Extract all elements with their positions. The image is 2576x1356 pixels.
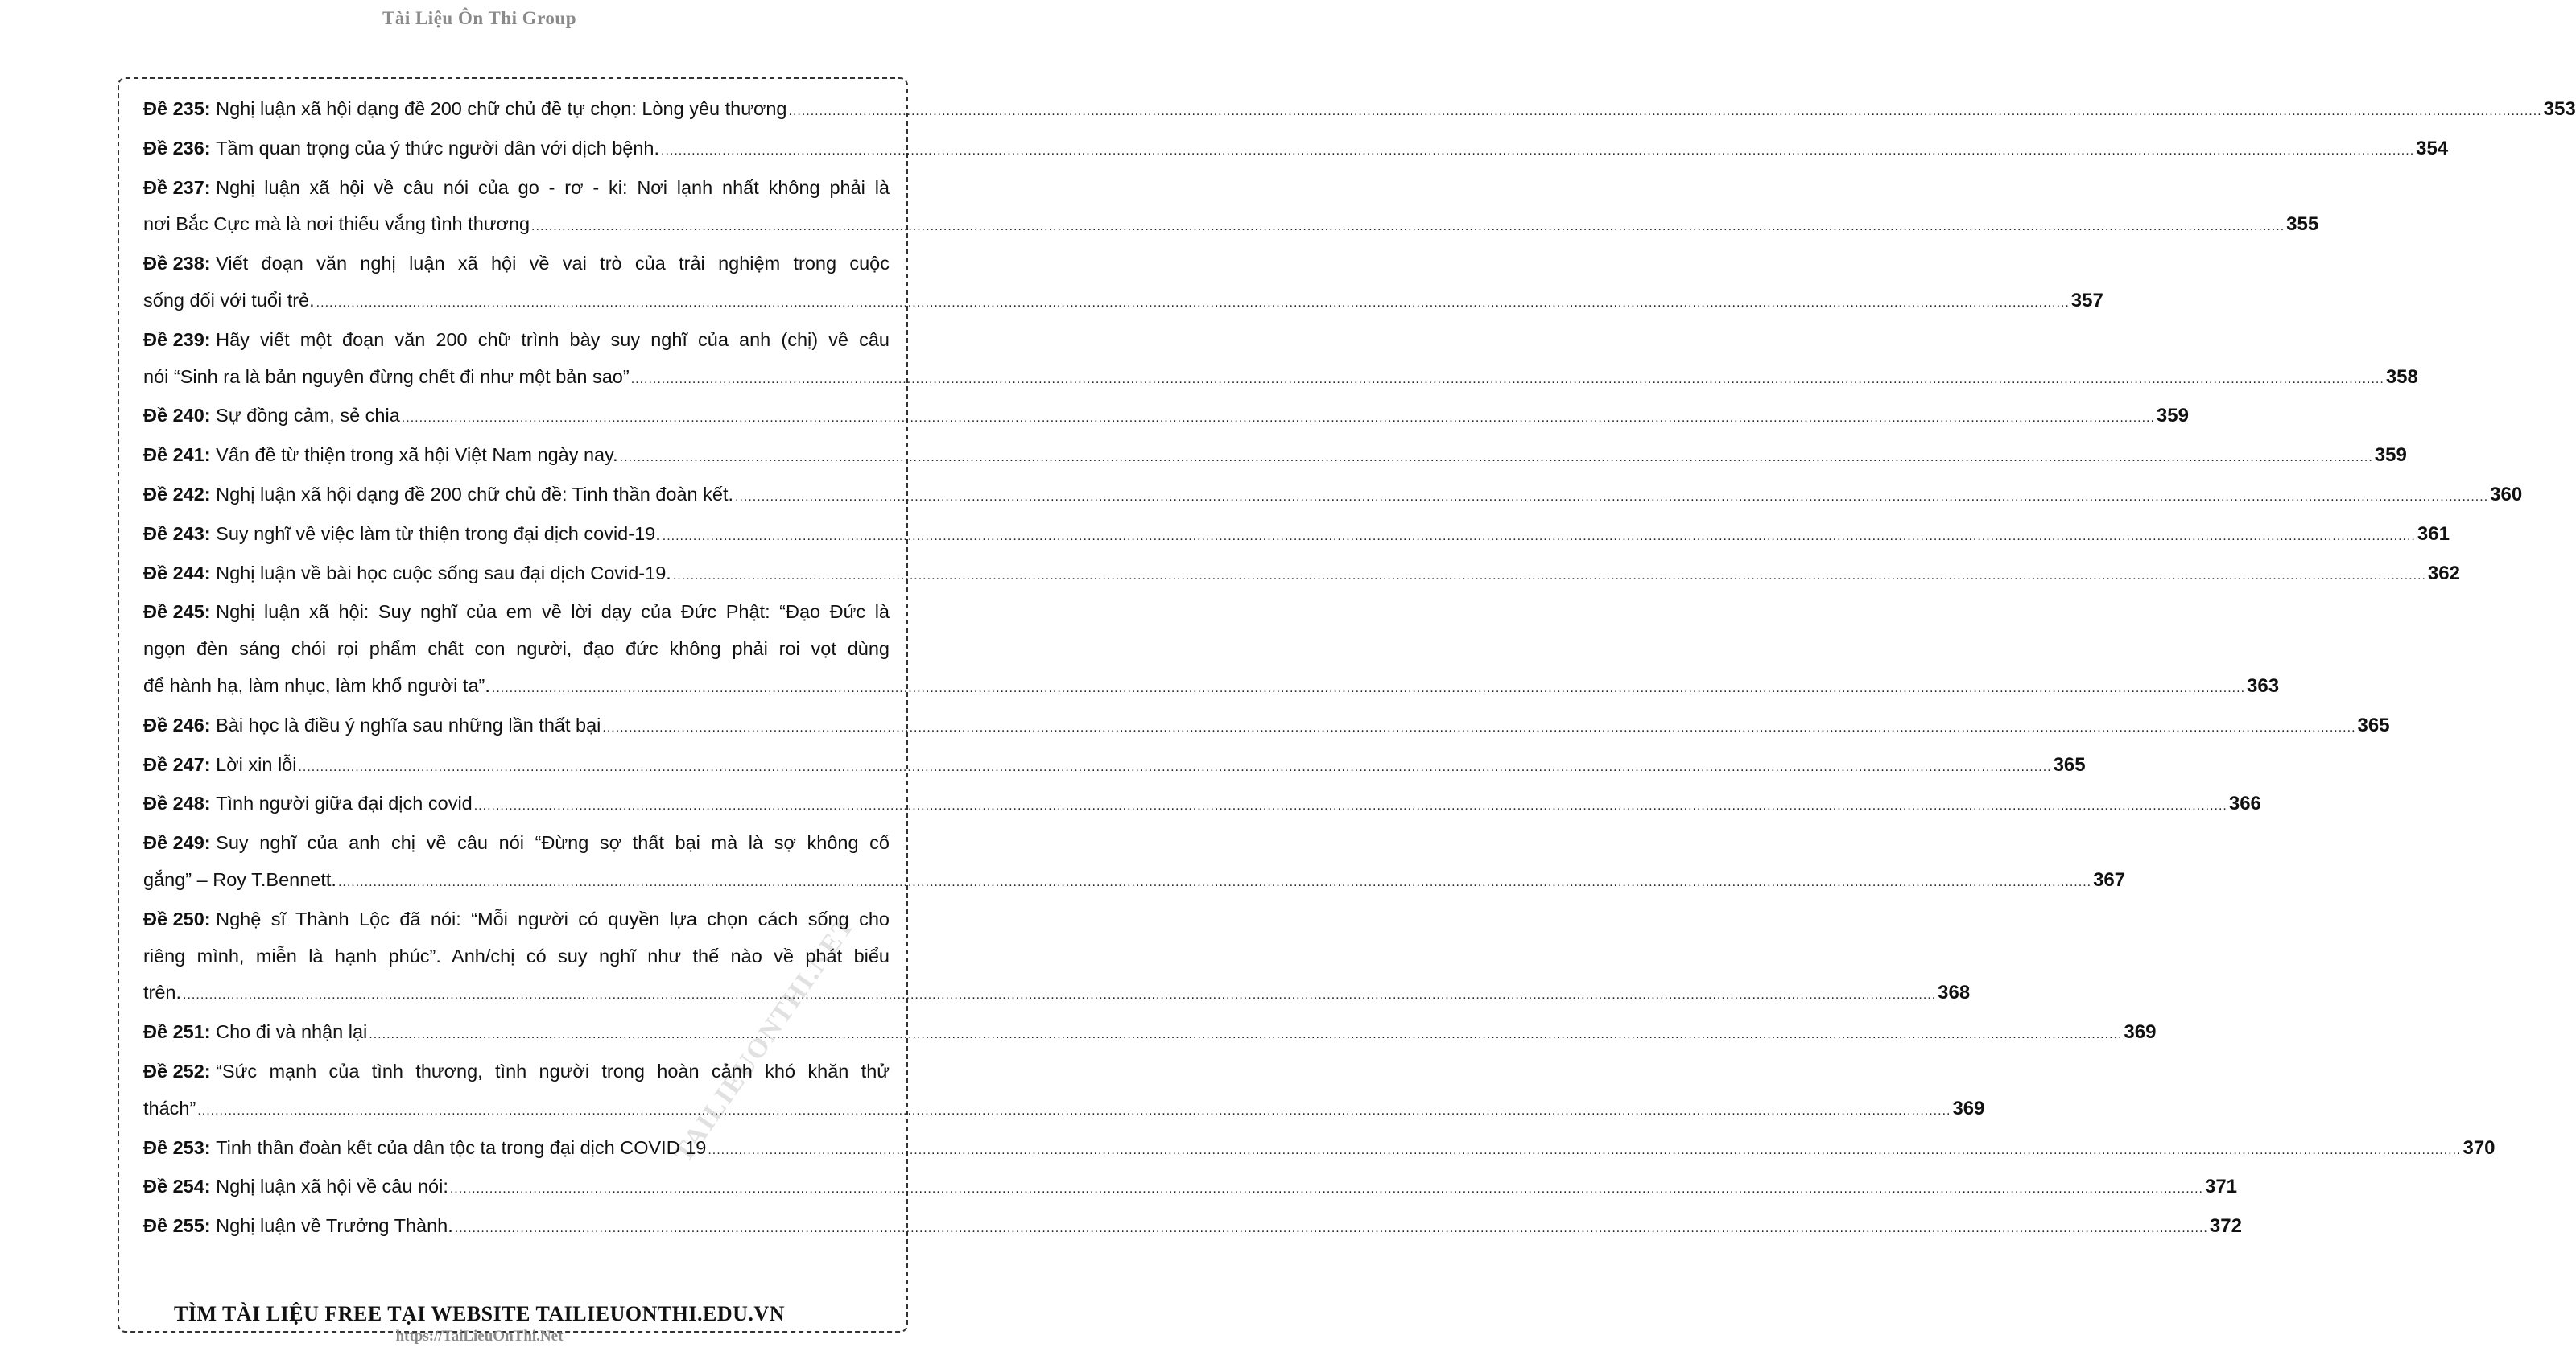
toc-entry[interactable] <box>143 1014 2157 1053</box>
toc-entry-number: Đề 236: <box>143 137 211 159</box>
toc-entry-title: Vấn đề từ thiện trong xã hội Việt Nam ngày nay. <box>216 444 618 466</box>
toc-entry[interactable] <box>143 707 2390 747</box>
toc-entry-title: Nghị luận xã hội về câu nói của go - rơ - ki: Nơi lạnh nhất không phải là <box>216 176 890 198</box>
dot-leader: ................................................................................................................................................................................................................................................................................................................................................................................................................ <box>369 1028 2123 1042</box>
toc-line <box>143 130 2449 170</box>
toc-line <box>143 206 2319 245</box>
toc-line <box>143 668 2280 707</box>
toc-line <box>143 359 2418 398</box>
toc-entry-title: Nghị luận xã hội dạng đề 200 chữ chủ đề tự chọn: Lòng yêu thương <box>216 98 787 119</box>
toc-entry[interactable] <box>143 825 2126 901</box>
toc-page-number: 362 <box>2427 562 2460 584</box>
toc-page-number: 371 <box>2204 1176 2238 1198</box>
dot-leader: ................................................................................................................................................................................................................................................................................................................................................................................................................ <box>197 1103 1951 1118</box>
toc-page-number: 359 <box>2374 444 2407 467</box>
toc-entry-title: Tinh thần đoàn kết của dân tộc ta trong đại dịch COVID 19 <box>216 1136 707 1158</box>
toc-line <box>143 170 890 207</box>
dot-leader: ................................................................................................................................................................................................................................................................................................................................................................................................................ <box>337 875 2092 889</box>
toc-line <box>143 1090 1985 1130</box>
toc-entry-title: Lời xin lỗi <box>216 753 297 775</box>
toc-entry-title: Cho đi và nhận lại <box>216 1021 368 1043</box>
toc-line <box>143 747 2086 786</box>
toc-page-number: 365 <box>2357 714 2390 736</box>
dot-leader: ................................................................................................................................................................................................................................................................................................................................................................................................................ <box>708 1143 2462 1157</box>
toc-entry-title: Suy nghĩ về việc làm từ thiện trong đại dịch covid-19. <box>216 522 661 544</box>
toc-entry-number: Đề 250: <box>143 908 211 929</box>
toc-entry-title: Suy nghĩ của anh chị về câu nói “Đừng sợ thất bại mà là sợ không cố <box>216 832 890 854</box>
toc-entry[interactable] <box>143 555 2460 595</box>
dot-leader: ................................................................................................................................................................................................................................................................................................................................................................................................................ <box>183 988 1937 1003</box>
toc-entry-number: Đề 246: <box>143 714 211 736</box>
dot-leader: ................................................................................................................................................................................................................................................................................................................................................................................................................ <box>449 1182 2203 1197</box>
dot-leader: ................................................................................................................................................................................................................................................................................................................................................................................................................ <box>735 489 2489 504</box>
toc-page-number: 372 <box>2209 1215 2242 1238</box>
toc-entry[interactable] <box>143 785 2261 825</box>
toc-line <box>143 594 890 631</box>
toc-entry[interactable] <box>143 130 2449 170</box>
toc-entry[interactable] <box>143 437 2407 476</box>
toc-line <box>143 975 1971 1014</box>
dot-leader: ................................................................................................................................................................................................................................................................................................................................................................................................................ <box>602 720 2356 735</box>
toc-entry-number: Đề 254: <box>143 1176 211 1197</box>
toc-entry-title: Viết đoạn văn nghị luận xã hội về vai trò của trải nghiệm trong cuộc <box>216 253 890 274</box>
toc-entry[interactable] <box>143 476 2523 516</box>
toc-line <box>143 1014 2157 1053</box>
toc-entry-number: Đề 244: <box>143 562 211 583</box>
dot-leader: ................................................................................................................................................................................................................................................................................................................................................................................................................ <box>491 681 2246 695</box>
toc-entry-title: để hành hạ, làm nhục, làm khổ người ta”. <box>143 674 490 696</box>
toc-entry-number: Đề 241: <box>143 444 211 466</box>
toc-entry-number: Đề 242: <box>143 483 211 505</box>
dot-leader: ................................................................................................................................................................................................................................................................................................................................................................................................................ <box>454 1222 2208 1236</box>
toc-entry[interactable] <box>143 398 2189 437</box>
dot-leader: ................................................................................................................................................................................................................................................................................................................................................................................................................ <box>298 760 2052 774</box>
toc-line <box>143 1208 2242 1247</box>
toc-line <box>143 1053 890 1090</box>
toc-entry-number: Đề 240: <box>143 405 211 427</box>
toc-line <box>143 825 890 862</box>
toc-entry[interactable] <box>143 1053 1985 1130</box>
toc-page-number: 363 <box>2247 674 2280 697</box>
toc-entry-title: Sự đồng cảm, sẻ chia <box>216 405 400 427</box>
toc-line <box>143 437 2407 476</box>
toc-entry-number: Đề 252: <box>143 1060 211 1082</box>
toc-entry-number: Đề 235: <box>143 98 211 119</box>
toc-entry-title: thách” <box>143 1097 196 1119</box>
toc-entry-number: Đề 248: <box>143 793 211 814</box>
toc-entry-title: Nghệ sĩ Thành Lộc đã nói: “Mỗi người có quyền lựa chọn cách sống cho <box>216 908 890 929</box>
toc-entry[interactable] <box>143 91 2576 130</box>
toc-entry-number: Đề 253: <box>143 1136 211 1158</box>
toc-entry-title: ngọn đèn sáng chói rọi phẩm chất con người, đạo đức không phải roi vọt dùng <box>143 638 890 660</box>
toc-line <box>143 282 2103 322</box>
toc-page-number: 370 <box>2462 1136 2496 1159</box>
toc-line <box>143 1168 2238 1208</box>
toc-entry[interactable] <box>143 170 2319 246</box>
toc-entry-number: Đề 251: <box>143 1021 211 1043</box>
toc-entry-title: “Sức mạnh của tình thương, tình người trong hoàn cảnh khó khăn thử <box>216 1060 890 1082</box>
toc-line <box>143 901 890 938</box>
toc-entry-number: Đề 249: <box>143 832 211 854</box>
toc-entry[interactable] <box>143 322 2418 398</box>
toc-page-number: 359 <box>2156 405 2189 427</box>
toc-line <box>143 938 890 975</box>
toc-line <box>143 785 2261 825</box>
toc-line <box>143 476 2523 516</box>
toc-entry[interactable] <box>143 594 2280 707</box>
toc-entry[interactable] <box>143 245 2103 322</box>
toc-page-number: 361 <box>2417 522 2450 545</box>
toc-entry-title: Nghị luận xã hội: Suy nghĩ của em về lời dạy của Đức Phật: “Đạo Đức là <box>216 601 890 623</box>
toc-page-number: 353 <box>2543 98 2576 120</box>
dot-leader: ................................................................................................................................................................................................................................................................................................................................................................................................................ <box>531 220 2285 234</box>
dot-leader: ................................................................................................................................................................................................................................................................................................................................................................................................................ <box>401 411 2155 426</box>
dot-leader: ................................................................................................................................................................................................................................................................................................................................................................................................................ <box>672 568 2426 583</box>
toc-line <box>143 516 2450 555</box>
toc-entry-title: Tầm quan trọng của ý thức người dân với dịch bệnh. <box>216 137 660 159</box>
toc-entry[interactable] <box>143 747 2086 786</box>
watermark: TAILIEUONTHI.NET <box>668 910 861 1168</box>
toc-page-number: 369 <box>2124 1021 2157 1044</box>
toc-entry-number: Đề 238: <box>143 253 211 274</box>
toc-entry[interactable] <box>143 516 2450 555</box>
toc-page-number: 357 <box>2070 289 2103 311</box>
toc-entry[interactable] <box>143 1130 2496 1169</box>
toc-entry-title: Hãy viết một đoạn văn 200 chữ trình bày suy nghĩ của anh (chị) về câu <box>216 328 890 350</box>
toc-line <box>143 631 890 668</box>
toc-entry-title: riêng mình, miễn là hạnh phúc”. Anh/chị có suy nghĩ như thế nào về phát biểu <box>143 945 890 967</box>
toc-page-number: 367 <box>2093 868 2126 891</box>
toc-entry-title: gắng” – Roy T.Bennett. <box>143 868 336 890</box>
toc-line <box>143 1130 2496 1169</box>
toc-entry-title: Bài học là điều ý nghĩa sau những lần thất bại <box>216 714 601 736</box>
dot-leader: ................................................................................................................................................................................................................................................................................................................................................................................................................ <box>630 372 2384 386</box>
toc-line <box>143 707 2390 747</box>
toc-entry-title: sống đối với tuổi trẻ. <box>143 289 315 311</box>
dot-leader: ................................................................................................................................................................................................................................................................................................................................................................................................................ <box>661 143 2415 158</box>
toc-page-number: 360 <box>2490 483 2523 505</box>
dot-leader: ................................................................................................................................................................................................................................................................................................................................................................................................................ <box>316 295 2070 310</box>
toc-line <box>143 555 2460 595</box>
dot-leader: ................................................................................................................................................................................................................................................................................................................................................................................................................ <box>473 799 2227 814</box>
dot-leader: ................................................................................................................................................................................................................................................................................................................................................................................................................ <box>619 451 2373 465</box>
page-header: Tài Liệu Ôn Thi Group <box>382 8 577 28</box>
toc-entry-number: Đề 239: <box>143 328 211 350</box>
toc-entry-title: Nghị luận về bài học cuộc sống sau đại dịch Covid-19. <box>216 562 671 583</box>
toc-entry-title: trên. <box>143 982 182 1004</box>
toc-entry-number: Đề 237: <box>143 176 211 198</box>
toc-entry[interactable] <box>143 901 1971 1014</box>
toc-entry-number: Đề 247: <box>143 753 211 775</box>
toc-entry-title: Nghị luận xã hội về câu nói: <box>216 1176 448 1197</box>
footer-url[interactable]: https://TaiLieuOnThi.Net <box>395 1328 564 1345</box>
toc-page-number: 354 <box>2416 137 2449 159</box>
toc-entry-title: Tình người giữa đại dịch covid <box>216 793 473 814</box>
toc-line <box>143 91 2576 130</box>
toc-entry-title: nơi Bắc Cực mà là nơi thiếu vắng tình thương <box>143 213 530 235</box>
table-of-contents <box>143 91 2576 1247</box>
toc-entry-title: nói “Sinh ra là bản nguyên đừng chết đi như một bản sao” <box>143 365 630 387</box>
toc-entry-title: Nghị luận về Trưởng Thành. <box>216 1215 453 1237</box>
toc-page-number: 355 <box>2286 213 2319 236</box>
toc-page-number: 358 <box>2385 365 2418 388</box>
toc-page-number: 365 <box>2053 753 2086 776</box>
toc-line <box>143 398 2189 437</box>
toc-entry[interactable] <box>143 1168 2238 1208</box>
toc-page-number: 368 <box>1938 982 1971 1004</box>
toc-page-number: 369 <box>1952 1097 1985 1119</box>
dot-leader: ................................................................................................................................................................................................................................................................................................................................................................................................................ <box>788 105 2542 118</box>
toc-entry[interactable] <box>143 1208 2242 1247</box>
toc-entry-number: Đề 245: <box>143 601 211 623</box>
toc-entry-number: Đề 243: <box>143 522 211 544</box>
toc-line <box>143 322 890 359</box>
toc-line <box>143 862 2126 901</box>
toc-entry-number: Đề 255: <box>143 1215 211 1237</box>
toc-line <box>143 245 890 282</box>
footer-promo[interactable]: TÌM TÀI LIỆU FREE TẠI WEBSITE TAILIEUONTHI.EDU.VN <box>174 1302 785 1325</box>
toc-page-number: 366 <box>2228 793 2261 815</box>
toc-entry-title: Nghị luận xã hội dạng đề 200 chữ chủ đề: Tinh thần đoàn kết. <box>216 483 734 505</box>
dot-leader: ................................................................................................................................................................................................................................................................................................................................................................................................................ <box>662 529 2416 543</box>
